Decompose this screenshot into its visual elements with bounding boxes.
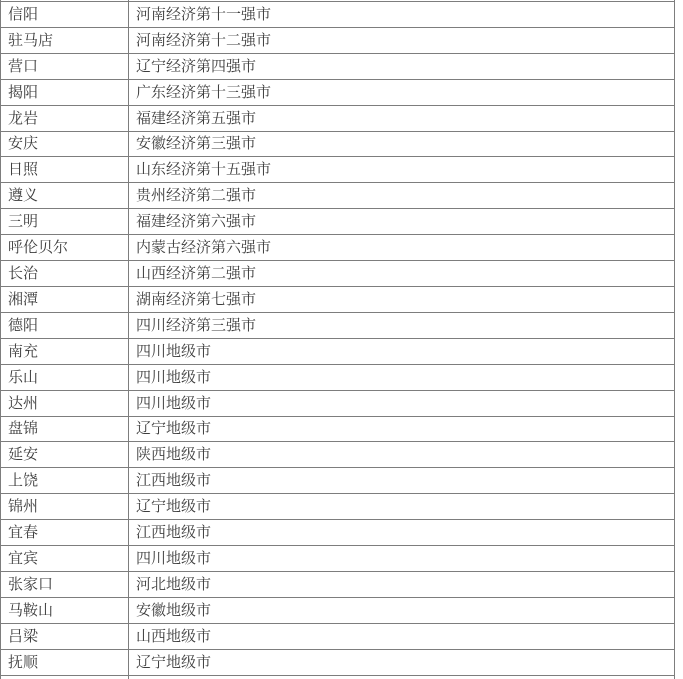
city-name-cell: 长治: [1, 261, 129, 287]
table-row: [1, 598, 675, 624]
city-rank-cell: 贵州经济第二强市: [129, 183, 675, 209]
city-rank-cell: 广东经济第十三强市: [129, 80, 675, 106]
city-cell-empty: [1, 676, 129, 679]
table-row: [1, 391, 675, 417]
desc-cell-empty: [129, 676, 675, 679]
city-rank-cell: 四川地级市: [129, 365, 675, 391]
city-rank-cell: 辽宁地级市: [129, 494, 675, 520]
city-rank-cell: 福建经济第六强市: [129, 209, 675, 235]
city-name-cell: 龙岩: [1, 106, 129, 132]
city-name-cell: 锦州: [1, 494, 129, 520]
table-row: [1, 2, 675, 28]
city-rank-cell: 安徽经济第三强市: [129, 132, 675, 158]
city-name-cell: 宜宾: [1, 546, 129, 572]
city-rank-cell: 河北地级市: [129, 572, 675, 598]
table-row: [1, 442, 675, 468]
city-rank-cell: 内蒙古经济第六强市: [129, 235, 675, 261]
table-row: [1, 494, 675, 520]
city-rank-cell: 江西地级市: [129, 468, 675, 494]
table-row: [1, 313, 675, 339]
city-rank-cell: 安徽地级市: [129, 598, 675, 624]
table-row: [1, 339, 675, 365]
table-row: [1, 287, 675, 313]
city-name-cell: 马鞍山: [1, 598, 129, 624]
city-rank-cell: 辽宁地级市: [129, 417, 675, 443]
city-rank-cell: 山西经济第二强市: [129, 261, 675, 287]
city-rank-cell: 河南经济第十一强市: [129, 2, 675, 28]
city-name-cell: 安庆: [1, 132, 129, 158]
city-name-cell: 揭阳: [1, 80, 129, 106]
city-rank-cell: 辽宁经济第四强市: [129, 54, 675, 80]
table-row: [1, 54, 675, 80]
city-rank-cell: 福建经济第五强市: [129, 106, 675, 132]
table-body: [1, 2, 675, 676]
city-rank-cell: 四川地级市: [129, 339, 675, 365]
city-rank-cell: 辽宁地级市: [129, 650, 675, 676]
table-row: [1, 80, 675, 106]
city-name-cell: 驻马店: [1, 28, 129, 54]
table-row: [1, 468, 675, 494]
table-row: [1, 28, 675, 54]
table-row: [1, 546, 675, 572]
city-rank-cell: 四川地级市: [129, 546, 675, 572]
city-rank-cell: 四川经济第三强市: [129, 313, 675, 339]
table-row: [1, 183, 675, 209]
table-row: [1, 209, 675, 235]
clipped-row-bottom: [1, 676, 675, 679]
table-row: [1, 572, 675, 598]
city-name-cell: 遵义: [1, 183, 129, 209]
city-rank-cell: 山东经济第十五强市: [129, 157, 675, 183]
city-name-cell: 抚顺: [1, 650, 129, 676]
city-name-cell: 呼伦贝尔: [1, 235, 129, 261]
table-row: [1, 261, 675, 287]
city-name-cell: 三明: [1, 209, 129, 235]
table-row: [1, 365, 675, 391]
table-row: [1, 132, 675, 158]
table-row: [1, 624, 675, 650]
city-rank-cell: 江西地级市: [129, 520, 675, 546]
city-rank-cell: 河南经济第十二强市: [129, 28, 675, 54]
table-row: [1, 235, 675, 261]
city-name-cell: 南充: [1, 339, 129, 365]
table-row: [1, 520, 675, 546]
city-name-cell: 达州: [1, 391, 129, 417]
table-row: [1, 157, 675, 183]
table-row: [1, 106, 675, 132]
city-name-cell: 盘锦: [1, 417, 129, 443]
city-name-cell: 乐山: [1, 365, 129, 391]
city-rank-cell: 四川地级市: [129, 391, 675, 417]
city-name-cell: 湘潭: [1, 287, 129, 313]
city-rank-cell: 山西地级市: [129, 624, 675, 650]
city-name-cell: 吕梁: [1, 624, 129, 650]
city-name-cell: 信阳: [1, 2, 129, 28]
table-row: [1, 417, 675, 443]
city-rank-cell: 湖南经济第七强市: [129, 287, 675, 313]
city-rank-cell: 陕西地级市: [129, 442, 675, 468]
city-name-cell: 张家口: [1, 572, 129, 598]
city-name-cell: 延安: [1, 442, 129, 468]
city-name-cell: 上饶: [1, 468, 129, 494]
city-name-cell: 德阳: [1, 313, 129, 339]
city-name-cell: 宜春: [1, 520, 129, 546]
city-name-cell: 日照: [1, 157, 129, 183]
table-row: [1, 650, 675, 676]
city-name-cell: 营口: [1, 54, 129, 80]
